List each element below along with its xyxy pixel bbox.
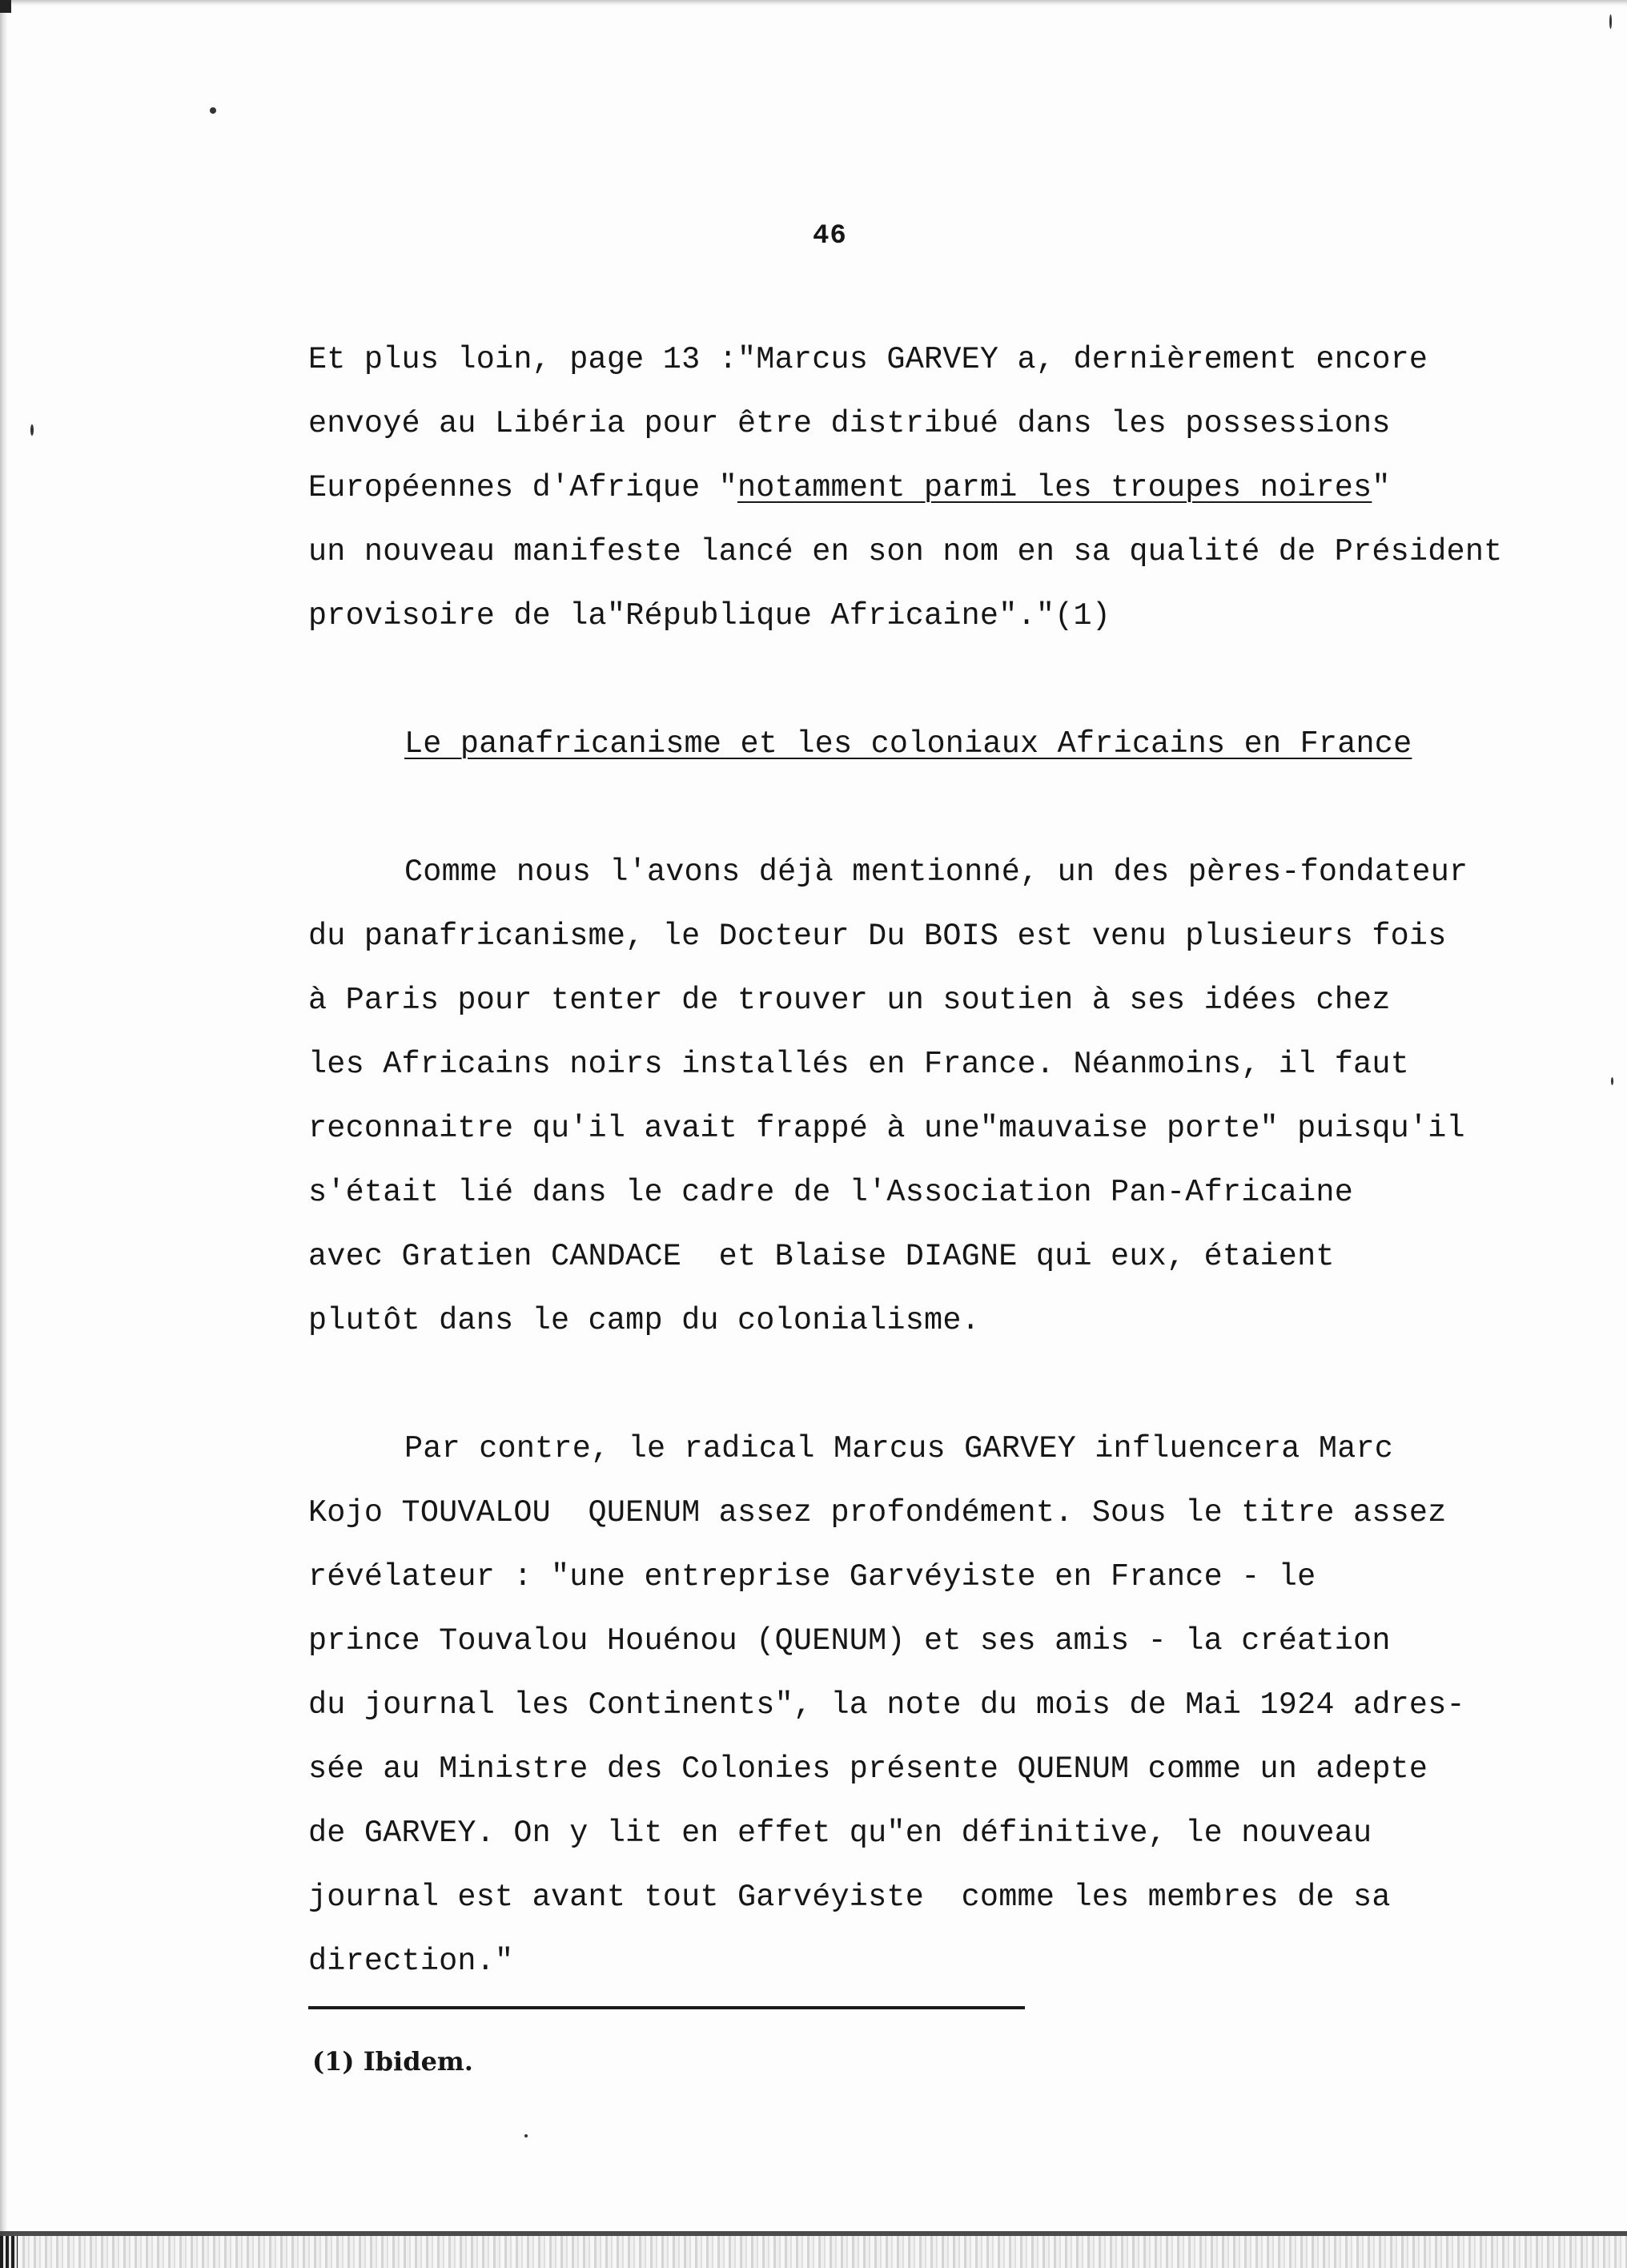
paragraph2-line: à Paris pour tenter de trouver un soutien à ses idées chez [308,983,1391,1018]
paragraph1-line: Et plus loin, page 13 :"Marcus GARVEY a, dernièrement encore [308,342,1428,377]
paragraph3-line: révélateur : "une entreprise Garvéyiste en France - le [308,1559,1316,1594]
paragraph3-line: Par contre, le radical Marcus GARVEY influencera Marc [404,1431,1394,1466]
paragraph1-line: provisoire de la"République Africaine"."(1) [308,598,1111,633]
paragraph3-line: prince Touvalou Houénou (QUENUM) et ses amis - la création [308,1623,1391,1659]
scan-corner-mark [0,0,11,13]
underlined-quote: notamment parmi les troupes noires [737,470,1372,505]
scan-speck [1609,14,1612,29]
scan-speck [30,424,34,436]
paragraph1-line-3 [308,472,1391,504]
paragraph1-line: un nouveau manifeste lancé en son nom en sa qualité de Président [308,534,1503,569]
paragraph2-line: Comme nous l'avons déjà mentionné, un des pères-fondateur [404,855,1468,890]
paragraph2-line: reconnaitre qu'il avait frappé à une"mauvaise porte" puisqu'il [308,1111,1465,1146]
paragraph3-line: sée au Ministre des Colonies présente QUENUM comme un adepte [308,1751,1428,1787]
scan-corner-mark-bottom [0,2236,18,2268]
footnote-separator [308,2006,1025,2009]
footnote: (1) Ibidem. [312,2046,473,2077]
paragraph2-line: du panafricanisme, le Docteur Du BOIS est venu plusieurs fois [308,919,1447,954]
scan-top-edge [0,0,1627,6]
paragraph1-text: " [1372,470,1391,505]
paragraph1-text: Européennes d'Afrique " [308,470,737,505]
scan-speck [524,2134,528,2137]
paragraph2-line: plutôt dans le camp du colonialisme. [308,1303,980,1338]
paragraph3-line: journal est avant tout Garvéyiste comme les membres de sa [308,1880,1391,1915]
paragraph3-line: direction." [308,1944,514,1979]
paragraph1-line: envoyé au Libéria pour être distribué dans les possessions [308,406,1391,441]
page-number: 46 [813,221,847,251]
paragraph3-line: de GARVEY. On y lit en effet qu"en définitive, le nouveau [308,1816,1372,1851]
scan-speck [1611,1077,1613,1085]
paragraph3-line: du journal les Continents", la note du mois de Mai 1924 adres- [308,1687,1465,1723]
paragraph3-line: Kojo TOUVALOU QUENUM assez profondément. Sous le titre assez [308,1495,1447,1530]
paragraph2-line: avec Gratien CANDACE et Blaise DIAGNE qui eux, étaient [308,1239,1335,1274]
paragraph2-line: s'était lié dans le cadre de l'Association Pan-Africaine [308,1175,1354,1210]
paragraph2-line: les Africains noirs installés en France. Néanmoins, il faut [308,1047,1409,1082]
scan-speck [210,107,216,114]
scan-bottom-edge [0,2236,1627,2268]
section-heading: Le panafricanisme et les coloniaux Africains en France [404,726,1412,762]
scan-left-edge [0,0,8,2268]
